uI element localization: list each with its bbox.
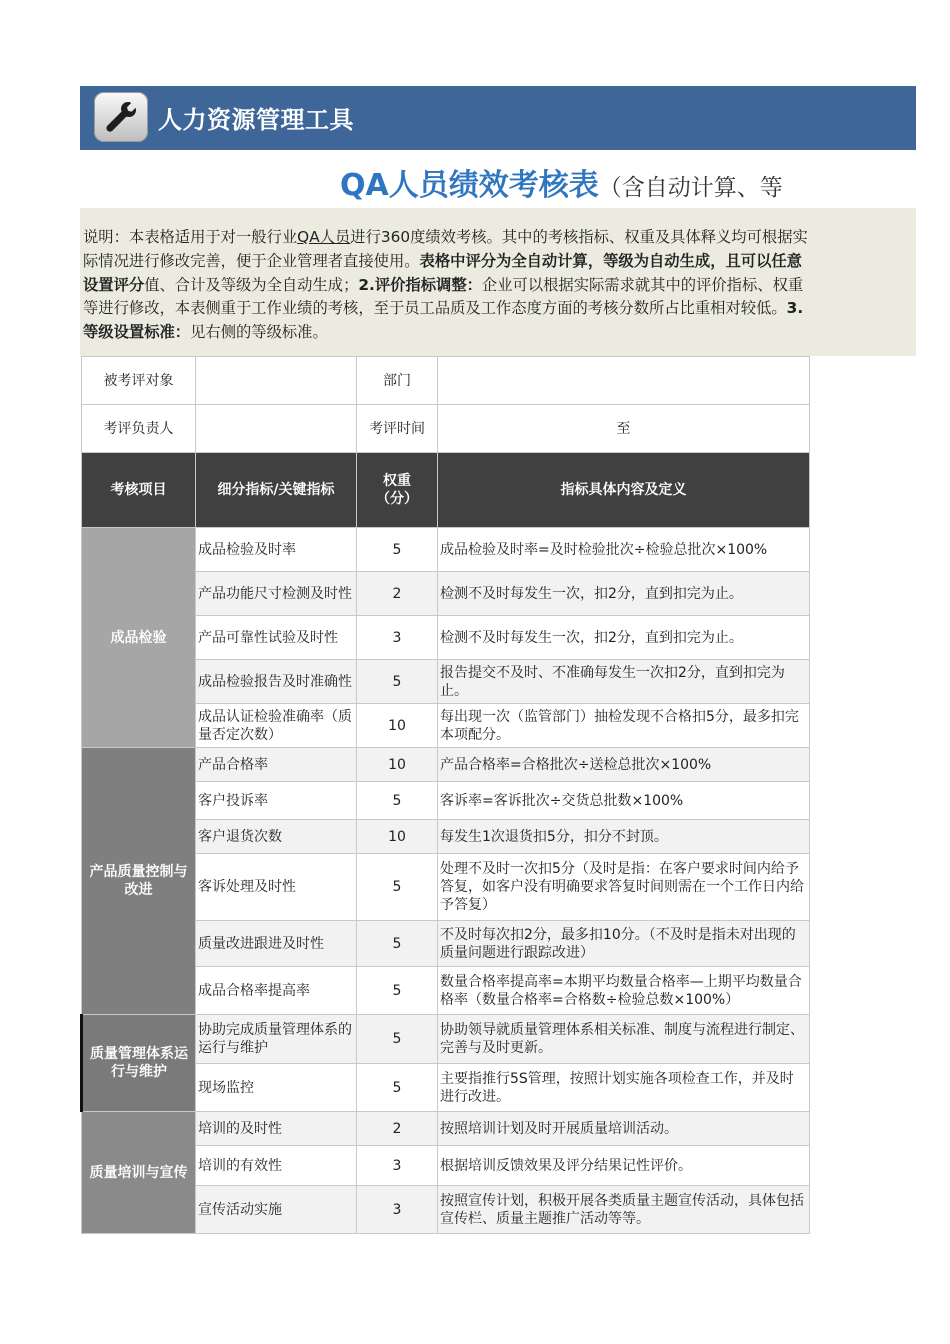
weight-cell: 3 [357, 1146, 438, 1186]
definition-cell: 处理不及时一次扣5分（及时是指：在客户要求时间内给予答复，如客户没有明确要求答复时间则需在一个工作日内给予答复） [438, 854, 810, 921]
weight-cell: 3 [357, 616, 438, 660]
weight-cell: 5 [357, 921, 438, 967]
category-cell: 产品质量控制与改进 [82, 748, 196, 1015]
subject-label: 被考评对象 [82, 357, 196, 405]
definition-cell: 数量合格率提高率=本期平均数量合格率—上期平均数量合格率（数量合格率=合格数÷检验总数×100%） [438, 967, 810, 1015]
banner-title: 人力资源管理工具 [158, 106, 354, 134]
assessment-table [80, 356, 810, 1234]
weight-cell: 5 [357, 782, 438, 820]
indicator-cell: 客户退货次数 [196, 820, 357, 854]
desc-part: 进行360度绩效考核。其中的考核指标、权重及具体释义均可根据实际情况进行修改完善，便于企业管理者直接使用。 [83, 228, 808, 270]
indicator-cell: 宣传活动实施 [196, 1186, 357, 1234]
weight-cell: 2 [357, 572, 438, 616]
desc-underline: QA人员 [297, 228, 351, 246]
table-row [82, 748, 810, 782]
indicator-cell: 培训的及时性 [196, 1112, 357, 1146]
dept-value[interactable] [438, 357, 810, 405]
indicator-cell: 协助完成质量管理体系的运行与维护 [196, 1015, 357, 1064]
weight-cell: 5 [357, 1064, 438, 1112]
definition-cell: 产品合格率=合格批次÷送检总批次×100% [438, 748, 810, 782]
definition-cell: 按照培训计划及时开展质量培训活动。 [438, 1112, 810, 1146]
title-main: QA人员绩效考核表 [340, 168, 599, 203]
weight-cell: 10 [357, 704, 438, 748]
indicator-cell: 产品可靠性试验及时性 [196, 616, 357, 660]
header-row [82, 453, 810, 528]
header-banner [80, 86, 916, 150]
weight-cell: 2 [357, 1112, 438, 1146]
desc-part: 说明：本表格适用于对一般行业 [83, 228, 298, 246]
desc-part: 企业可以根据实际需求就其中的评价指标、权重等进行修改，本表侧重于工作业绩的考核，至于员工品质及工作态度方面的考核分数所占比重相对较低。 [83, 275, 804, 318]
weight-cell: 10 [357, 748, 438, 782]
indicator-cell: 成品检验报告及时准确性 [196, 660, 357, 704]
weight-cell: 10 [357, 820, 438, 854]
header-indicator: 细分指标/关键指标 [196, 453, 357, 528]
definition-cell: 报告提交不及时、不准确每发生一次扣2分，直到扣完为止。 [438, 660, 810, 704]
wrench-icon [94, 92, 148, 142]
definition-cell: 根据培训反馈效果及评分结果记性评价。 [438, 1146, 810, 1186]
table-row [82, 1015, 810, 1064]
indicator-cell: 成品检验及时率 [196, 528, 357, 572]
manager-value[interactable] [196, 405, 357, 453]
desc-bold: 2.评价指标调整： [358, 275, 482, 294]
category-cell: 成品检验 [82, 528, 196, 748]
indicator-cell: 培训的有效性 [196, 1146, 357, 1186]
table-row [82, 528, 810, 572]
category-cell: 质量培训与宣传 [82, 1112, 196, 1234]
weight-cell: 5 [357, 967, 438, 1015]
indicator-cell: 产品合格率 [196, 748, 357, 782]
definition-cell: 不及时每次扣2分，最多扣10分。（不及时是指未对出现的质量问题进行跟踪改进） [438, 921, 810, 967]
definition-cell: 成品检验及时率=及时检验批次÷检验总批次×100% [438, 528, 810, 572]
definition-cell: 协助领导就质量管理体系相关标准、制度与流程进行制定、完善与及时更新。 [438, 1015, 810, 1064]
weight-cell: 5 [357, 528, 438, 572]
desc-part: 值、合计及等级为全自动生成； [144, 275, 359, 294]
indicator-cell: 现场监控 [196, 1064, 357, 1112]
desc-bold: 表格中评分为全自动计算，等级为自动生成，且可以任意设置评分 [83, 251, 802, 294]
indicator-cell: 成品合格率提高率 [196, 967, 357, 1015]
period-value[interactable]: 至 [438, 405, 810, 453]
definition-cell: 检测不及时每发生一次，扣2分，直到扣完为止。 [438, 616, 810, 660]
category-cell: 质量管理体系运行与维护 [82, 1015, 196, 1112]
subject-value[interactable] [196, 357, 357, 405]
table-row [82, 1112, 810, 1146]
indicator-cell: 客诉处理及时性 [196, 854, 357, 921]
definition-cell: 检测不及时每发生一次，扣2分，直到扣完为止。 [438, 572, 810, 616]
period-label: 考评时间 [357, 405, 438, 453]
dept-label: 部门 [357, 357, 438, 405]
definition-cell: 按照宣传计划，积极开展各类质量主题宣传活动，具体包括宣传栏、质量主题推广活动等等。 [438, 1186, 810, 1234]
desc-bold: 3.等级设置标准： [83, 299, 804, 342]
info-row [82, 357, 810, 405]
definition-cell: 主要指推行5S管理，按照计划实施各项检查工作，并及时进行改进。 [438, 1064, 810, 1112]
indicator-cell: 客户投诉率 [196, 782, 357, 820]
description-panel [80, 208, 916, 356]
header-definition: 指标具体内容及定义 [438, 453, 810, 528]
definition-cell: 客诉率=客诉批次÷交货总批数×100% [438, 782, 810, 820]
header-category: 考核项目 [82, 453, 196, 528]
description-text [83, 226, 810, 344]
weight-cell: 5 [357, 854, 438, 921]
definition-cell: 每发生1次退货扣5分，扣分不封顶。 [438, 820, 810, 854]
title-subtitle: （含自动计算、等 [598, 175, 783, 201]
weight-cell: 5 [357, 1015, 438, 1064]
weight-cell: 3 [357, 1186, 438, 1234]
desc-part: 见右侧的等级标准。 [190, 323, 328, 342]
info-row [82, 405, 810, 453]
indicator-cell: 产品功能尺寸检测及时性 [196, 572, 357, 616]
indicator-cell: 成品认证检验准确率（质量否定次数） [196, 704, 357, 748]
definition-cell: 每出现一次（监管部门）抽检发现不合格扣5分，最多扣完本项配分。 [438, 704, 810, 748]
header-weight: 权重 （分） [357, 453, 438, 528]
weight-cell: 5 [357, 660, 438, 704]
document-title [340, 160, 810, 208]
manager-label: 考评负责人 [82, 405, 196, 453]
indicator-cell: 质量改进跟进及时性 [196, 921, 357, 967]
